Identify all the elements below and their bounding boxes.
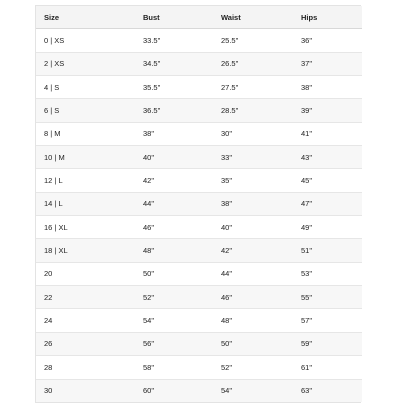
table-row: [36, 192, 362, 215]
cell-waist: 25.5": [213, 29, 293, 52]
cell-hips: 37": [293, 52, 362, 75]
cell-hips: 51": [293, 239, 362, 262]
table-row: [36, 52, 362, 75]
table-row: [36, 76, 362, 99]
cell-bust: 58": [135, 356, 213, 379]
table-row: [36, 356, 362, 379]
cell-size: 18 | XL: [36, 239, 135, 262]
table-row: [36, 379, 362, 402]
cell-bust: 46": [135, 216, 213, 239]
cell-hips: 57": [293, 309, 362, 332]
cell-size: 22: [36, 286, 135, 309]
cell-waist: 26.5": [213, 52, 293, 75]
cell-hips: 41": [293, 122, 362, 145]
cell-waist: 30": [213, 122, 293, 145]
cell-hips: 63": [293, 379, 362, 402]
cell-bust: 48": [135, 239, 213, 262]
cell-waist: 54": [213, 379, 293, 402]
cell-bust: 34.5": [135, 52, 213, 75]
cell-waist: 28.5": [213, 99, 293, 122]
header-row: [36, 6, 362, 29]
cell-bust: 38": [135, 122, 213, 145]
table-row: [36, 146, 362, 169]
cell-bust: 35.5": [135, 76, 213, 99]
cell-size: 14 | L: [36, 192, 135, 215]
header-bust: Bust: [135, 6, 213, 29]
cell-hips: 47": [293, 192, 362, 215]
cell-bust: 56": [135, 332, 213, 355]
size-rows: [36, 29, 362, 402]
cell-bust: 60": [135, 379, 213, 402]
table-row: [36, 262, 362, 285]
cell-hips: 53": [293, 262, 362, 285]
cell-size: 28: [36, 356, 135, 379]
cell-bust: 54": [135, 309, 213, 332]
cell-bust: 50": [135, 262, 213, 285]
table-row: [36, 29, 362, 52]
cell-size: 2 | XS: [36, 52, 135, 75]
cell-bust: 44": [135, 192, 213, 215]
size-chart-table: [36, 6, 362, 402]
cell-waist: 35": [213, 169, 293, 192]
table-row: [36, 239, 362, 262]
cell-waist: 44": [213, 262, 293, 285]
cell-size: 26: [36, 332, 135, 355]
cell-size: 30: [36, 379, 135, 402]
cell-waist: 27.5": [213, 76, 293, 99]
table-row: [36, 286, 362, 309]
cell-hips: 39": [293, 99, 362, 122]
header-hips: Hips: [293, 6, 362, 29]
cell-waist: 48": [213, 309, 293, 332]
table-row: [36, 332, 362, 355]
cell-size: 20: [36, 262, 135, 285]
size-chart: [35, 5, 361, 403]
cell-waist: 40": [213, 216, 293, 239]
cell-hips: 55": [293, 286, 362, 309]
cell-hips: 36": [293, 29, 362, 52]
table-row: [36, 122, 362, 145]
cell-hips: 49": [293, 216, 362, 239]
cell-hips: 43": [293, 146, 362, 169]
cell-hips: 59": [293, 332, 362, 355]
cell-bust: 33.5": [135, 29, 213, 52]
cell-waist: 33": [213, 146, 293, 169]
cell-waist: 46": [213, 286, 293, 309]
cell-bust: 36.5": [135, 99, 213, 122]
cell-bust: 42": [135, 169, 213, 192]
cell-size: 12 | L: [36, 169, 135, 192]
cell-size: 4 | S: [36, 76, 135, 99]
cell-waist: 52": [213, 356, 293, 379]
cell-size: 10 | M: [36, 146, 135, 169]
cell-waist: 50": [213, 332, 293, 355]
table-row: [36, 99, 362, 122]
cell-waist: 42": [213, 239, 293, 262]
cell-size: 6 | S: [36, 99, 135, 122]
header-size: Size: [36, 6, 135, 29]
cell-hips: 61": [293, 356, 362, 379]
header-waist: Waist: [213, 6, 293, 29]
table-row: [36, 169, 362, 192]
cell-waist: 38": [213, 192, 293, 215]
cell-size: 16 | XL: [36, 216, 135, 239]
cell-bust: 52": [135, 286, 213, 309]
cell-size: 0 | XS: [36, 29, 135, 52]
cell-hips: 45": [293, 169, 362, 192]
cell-bust: 40": [135, 146, 213, 169]
cell-size: 24: [36, 309, 135, 332]
table-row: [36, 216, 362, 239]
table-row: [36, 309, 362, 332]
cell-size: 8 | M: [36, 122, 135, 145]
cell-hips: 38": [293, 76, 362, 99]
